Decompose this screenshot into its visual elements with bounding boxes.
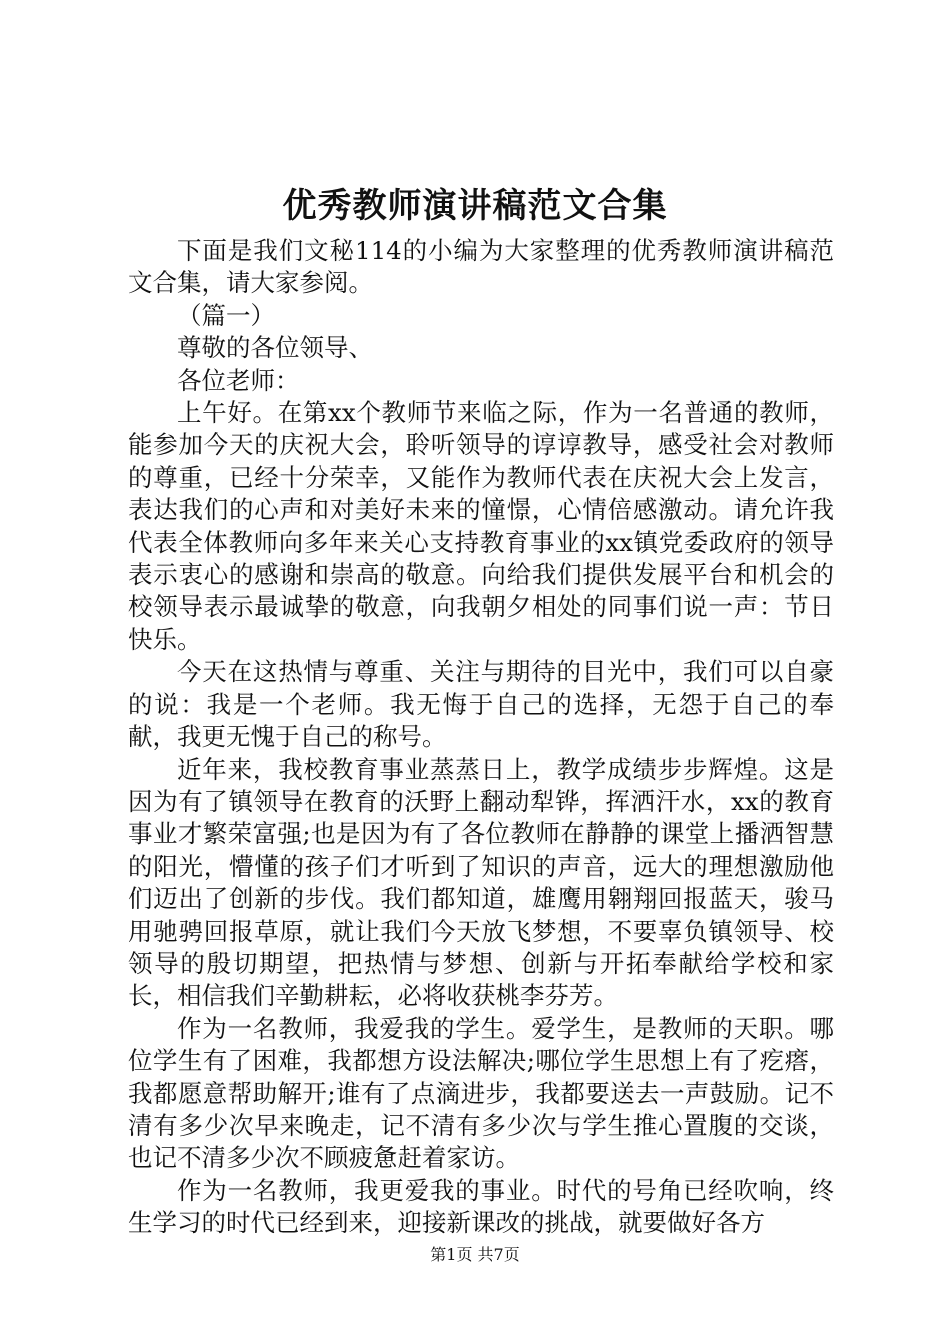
salutation-line: 各位老师：: [177, 365, 300, 395]
body-paragraph: 上午好。在第xx个教师节来临之际，作为一名普通的教师，能参加今天的庆祝大会，聆听领导的谆谆教导，感受社会对教师的尊重，已经十分荣幸，又能作为教师代表在庆祝大会上发言，表达我们的心声和对美好未来的憧憬，心情倍感激动。请允许我代表全体教师向多年来关心支持教育事业的xx镇党委政府的领导表示衷心的感谢和崇高的敬意。向给我们提供发展平台和机会的校领导表示最诚挚的敬意，向我朝夕相处的同事们说一声：节日快乐。: [128, 398, 834, 654]
section-heading: （篇一）: [177, 300, 275, 330]
document-title: 优秀教师演讲稿范文合集: [282, 186, 668, 226]
intro-paragraph: 下面是我们文秘114的小编为大家整理的优秀教师演讲稿范文合集，请大家参阅。: [128, 236, 834, 298]
body-paragraph: 作为一名教师，我爱我的学生。爱学生，是教师的天职。哪位学生有了困难，我都想方设法解决;哪位学生思想上有了疙瘩，我都愿意帮助解开;谁有了点滴进步，我都要送去一声鼓励。记不清有多少次早来晚走，记不清有多少次与学生推心置腹的交谈，也记不清多少次不顾疲惫赶着家访。: [128, 1013, 834, 1173]
body-paragraph: 作为一名教师，我更爱我的事业。时代的号角已经吹响，终生学习的时代已经到来，迎接新课改的挑战，就要做好各方: [128, 1175, 834, 1238]
salutation-line: 尊敬的各位领导、: [177, 333, 373, 363]
body-paragraph: 近年来，我校教育事业蒸蒸日上，教学成绩步步辉煌。这是因为有了镇领导在教育的沃野上翻动犁铧，挥洒汗水，xx的教育事业才繁荣富强;也是因为有了各位教师在静静的课堂上播洒智慧的阳光，懵懂的孩子们才听到了知识的声音，远大的理想激励他们迈出了创新的步伐。我们都知道，雄鹰用翱翔回报蓝天，骏马用驰骋回报草原，就让我们今天放飞梦想，不要辜负镇领导、校领导的殷切期望，把热情与梦想、创新与开拓奉献给学校和家长，相信我们辛勤耕耘，必将收获桃李芬芳。: [128, 754, 834, 1011]
document-body: [128, 235, 834, 1240]
page-footer: 第1页 共7页: [430, 1245, 520, 1264]
body-paragraph: 今天在这热情与尊重、关注与期待的目光中，我们可以自豪的说：我是一个老师。我无悔于自己的选择，无怨于自己的奉献，我更无愧于自己的称号。: [128, 657, 834, 752]
